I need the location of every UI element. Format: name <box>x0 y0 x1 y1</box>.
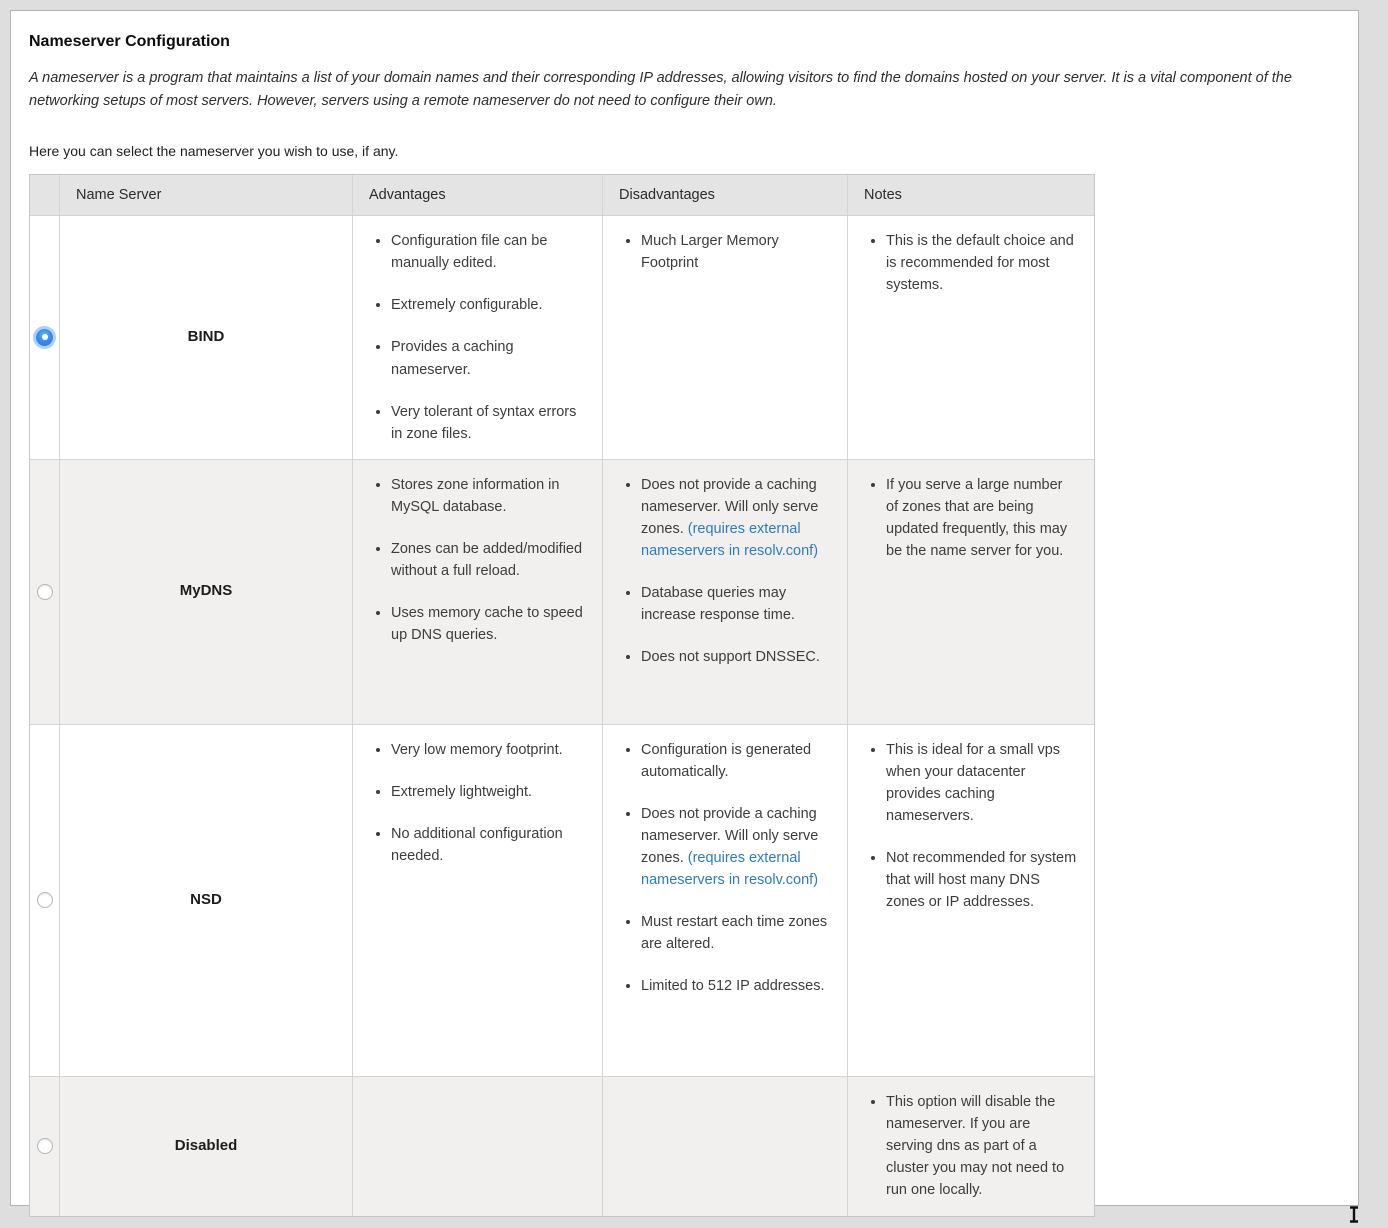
list-item: • Configuration file can be manually edited. <box>391 230 586 274</box>
notes-cell-nsd <box>847 725 1094 1076</box>
list-item: • Limited to 512 IP addresses. <box>641 975 831 997</box>
nameserver-table <box>29 174 1095 1216</box>
list-item-text: Does not provide a caching nameserver. Will only serve zones. <box>641 805 819 866</box>
advantages-list <box>369 739 586 867</box>
header-disadvantages: Disadvantages <box>602 175 847 215</box>
list-item: • This is the default choice and is recommended for most systems. <box>886 230 1078 296</box>
table-header-row <box>30 175 1094 215</box>
header-radio-column <box>30 175 62 215</box>
resolv-conf-link[interactable]: (requires external nameservers in resolv.conf) <box>641 849 819 888</box>
list-item: • Not recommended for system that will host many DNS zones or IP addresses. <box>886 847 1078 913</box>
disadvantages-list <box>619 230 831 274</box>
header-name-server: Name Server <box>59 175 352 215</box>
list-item: • Extremely configurable. <box>391 294 586 316</box>
nameserver-label-bind: BIND <box>59 216 352 458</box>
radio-disabled[interactable] <box>37 1138 53 1154</box>
advantages-cell-disabled <box>352 1077 602 1216</box>
radio-bind[interactable] <box>36 329 53 346</box>
list-item: • Configuration is generated automatically. <box>641 739 831 783</box>
table-row-bind <box>30 215 1094 458</box>
list-item: • Database queries may increase response time. <box>641 582 831 626</box>
notes-cell-disabled <box>847 1077 1094 1216</box>
list-item: • This is ideal for a small vps when your datacenter provides caching nameservers. <box>886 739 1078 827</box>
table-row-disabled <box>30 1076 1094 1216</box>
list-item: • Extremely lightweight. <box>391 781 586 803</box>
nameserver-label-mydns: MyDNS <box>59 460 352 724</box>
notes-list <box>864 739 1078 913</box>
disadvantages-cell-bind <box>602 216 847 458</box>
list-item: • Must restart each time zones are altered. <box>641 911 831 955</box>
radio-cell-disabled <box>30 1077 59 1216</box>
nameserver-label-nsd: NSD <box>59 725 352 1076</box>
table-row-mydns <box>30 459 1094 724</box>
list-item: • This option will disable the nameserver. If you are serving dns as part of a cluster you may not need to run one locally. <box>886 1091 1078 1201</box>
list-item: • Stores zone information in MySQL database. <box>391 474 586 518</box>
list-item-text: Does not provide a caching nameserver. Will only serve zones. <box>641 476 819 537</box>
radio-cell-mydns <box>30 460 59 724</box>
nameserver-label-disabled: Disabled <box>59 1077 352 1216</box>
list-item: • Very tolerant of syntax errors in zone files. <box>391 401 586 445</box>
list-item: • Much Larger Memory Footprint <box>641 230 831 274</box>
page-title: Nameserver Configuration <box>29 33 230 50</box>
list-item <box>641 803 831 891</box>
disadvantages-cell-disabled <box>602 1077 847 1216</box>
disadvantages-list <box>619 739 831 997</box>
resolv-conf-link[interactable]: (requires external nameservers in resolv.conf) <box>641 520 819 559</box>
advantages-cell-mydns <box>352 460 602 724</box>
list-item: • Uses memory cache to speed up DNS queries. <box>391 602 586 646</box>
notes-list <box>864 1091 1078 1201</box>
radio-cell-bind <box>30 216 59 458</box>
notes-list <box>864 474 1078 562</box>
advantages-list <box>369 230 586 444</box>
text-cursor-artifact <box>1348 1206 1360 1223</box>
page-description: A nameserver is a program that maintains a list of your domain names and their corresponding IP addresses, allowing visitors to find the domains hosted on your server. It is a vital component of the networking setups of most servers. However, servers using a remote nameserver do not need to configure their own. <box>29 70 1292 110</box>
header-advantages: Advantages <box>352 175 602 215</box>
disadvantages-list <box>619 474 831 668</box>
radio-mydns[interactable] <box>37 584 53 600</box>
list-item: • No additional configuration needed. <box>391 823 586 867</box>
advantages-list <box>369 474 586 646</box>
list-item: • Zones can be added/modified without a full reload. <box>391 538 586 582</box>
notes-cell-mydns <box>847 460 1094 724</box>
radio-nsd[interactable] <box>37 892 53 908</box>
list-item <box>641 474 831 562</box>
radio-cell-nsd <box>30 725 59 1076</box>
content-panel <box>10 10 1359 1206</box>
advantages-cell-nsd <box>352 725 602 1076</box>
notes-cell-bind <box>847 216 1094 458</box>
disadvantages-cell-nsd <box>602 725 847 1076</box>
header-notes: Notes <box>847 175 1094 215</box>
advantages-cell-bind <box>352 216 602 458</box>
list-item: • Does not support DNSSEC. <box>641 646 831 668</box>
disadvantages-cell-mydns <box>602 460 847 724</box>
list-item: • Very low memory footprint. <box>391 739 586 761</box>
list-item: • Provides a caching nameserver. <box>391 336 586 380</box>
list-item: • If you serve a large number of zones that are being updated frequently, this may be the name server for you. <box>886 474 1078 562</box>
table-row-nsd <box>30 724 1094 1076</box>
notes-list <box>864 230 1078 296</box>
page-instruction: Here you can select the nameserver you wish to use, if any. <box>29 143 399 160</box>
